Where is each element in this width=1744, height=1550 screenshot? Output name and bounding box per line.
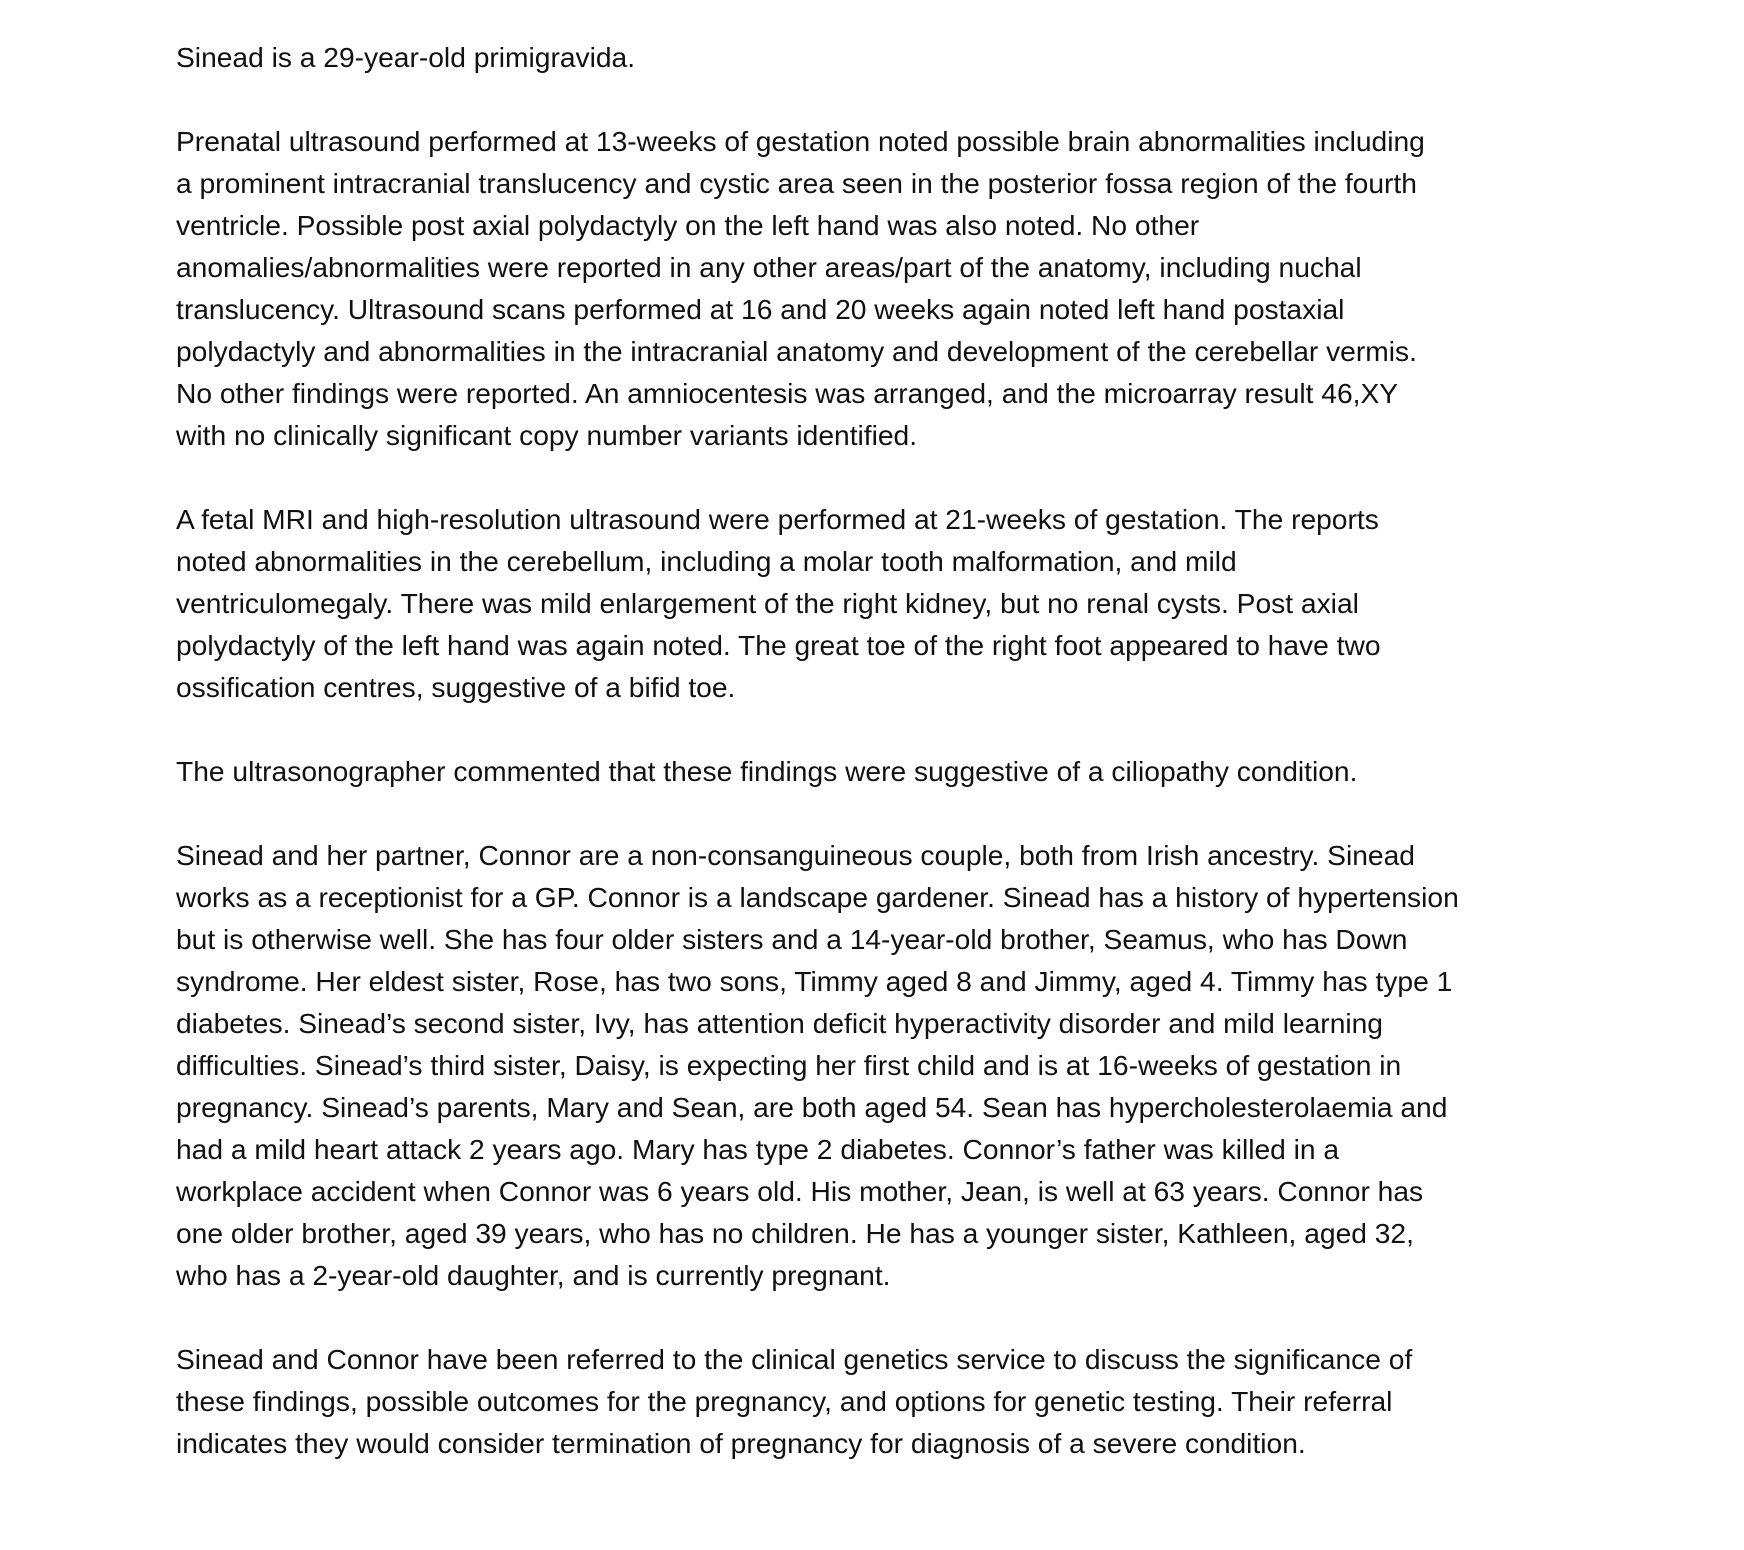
text-line: ventriculomegaly. There was mild enlargement of the right kidney, but no renal cysts. Post axial	[176, 587, 1359, 619]
paragraph-prenatal-ultrasound	[176, 120, 1576, 456]
text-line: Sinead and her partner, Connor are a non-consanguineous couple, both from Irish ancestry. Sinead	[176, 839, 1415, 871]
text-line: one older brother, aged 39 years, who has no children. He has a younger sister, Kathleen, aged 32,	[176, 1217, 1414, 1249]
text-line: No other findings were reported. An amniocentesis was arranged, and the microarray result 46,XY	[176, 377, 1399, 409]
text-line: anomalies/abnormalities were reported in any other areas/part of the anatomy, including nuchal	[176, 251, 1362, 283]
text-line: polydactyly of the left hand was again noted. The great toe of the right foot appeared to have two	[176, 629, 1381, 661]
text-line: pregnancy. Sinead’s parents, Mary and Sean, are both aged 54. Sean has hypercholesterolaemia and	[176, 1091, 1448, 1123]
text-line: syndrome. Her eldest sister, Rose, has two sons, Timmy aged 8 and Jimmy, aged 4. Timmy has type 1	[176, 965, 1453, 997]
text-line: A fetal MRI and high-resolution ultrasound were performed at 21-weeks of gestation. The reports	[176, 503, 1379, 535]
text-line: a prominent intracranial translucency and cystic area seen in the posterior fossa region of the fourth	[176, 167, 1417, 199]
text-line: who has a 2-year-old daughter, and is currently pregnant.	[176, 1259, 891, 1291]
text-line: but is otherwise well. She has four older sisters and a 14-year-old brother, Seamus, who has Down	[176, 923, 1408, 955]
paragraph-referral	[176, 1338, 1576, 1464]
document-body	[176, 36, 1576, 1506]
text-line: The ultrasonographer commented that these findings were suggestive of a ciliopathy condition.	[176, 755, 1358, 787]
text-line: these findings, possible outcomes for the pregnancy, and options for genetic testing. Their referral	[176, 1385, 1393, 1417]
text-line: Sinead is a 29-year-old primigravida.	[176, 41, 636, 73]
text-line: ventricle. Possible post axial polydactyly on the left hand was also noted. No other	[176, 209, 1200, 241]
text-line: ossification centres, suggestive of a bifid toe.	[176, 671, 736, 703]
text-line: noted abnormalities in the cerebellum, including a molar tooth malformation, and mild	[176, 545, 1237, 577]
text-line: works as a receptionist for a GP. Connor is a landscape gardener. Sinead has a history of hypertension	[176, 881, 1459, 913]
paragraph-fetal-mri	[176, 498, 1576, 708]
text-line: Prenatal ultrasound performed at 13-weeks of gestation noted possible brain abnormalities including	[176, 125, 1425, 157]
paragraph-ultrasonographer-comment	[176, 750, 1576, 792]
text-line: workplace accident when Connor was 6 years old. His mother, Jean, is well at 63 years. Connor has	[176, 1175, 1424, 1207]
text-line: indicates they would consider termination of pregnancy for diagnosis of a severe condition.	[176, 1427, 1306, 1459]
text-line: translucency. Ultrasound scans performed at 16 and 20 weeks again noted left hand postaxial	[176, 293, 1345, 325]
text-line: diabetes. Sinead’s second sister, Ivy, has attention deficit hyperactivity disorder and mild learning	[176, 1007, 1383, 1039]
paragraph-family-history	[176, 834, 1576, 1296]
text-line: polydactyly and abnormalities in the intracranial anatomy and development of the cerebellar vermis.	[176, 335, 1417, 367]
paragraph-intro	[176, 36, 1576, 78]
text-line: had a mild heart attack 2 years ago. Mary has type 2 diabetes. Connor’s father was killed in a	[176, 1133, 1340, 1165]
text-line: difficulties. Sinead’s third sister, Daisy, is expecting her first child and is at 16-weeks of gestation in	[176, 1049, 1402, 1081]
text-line: Sinead and Connor have been referred to the clinical genetics service to discuss the significance of	[176, 1343, 1413, 1375]
text-line: with no clinically significant copy number variants identified.	[176, 419, 918, 451]
